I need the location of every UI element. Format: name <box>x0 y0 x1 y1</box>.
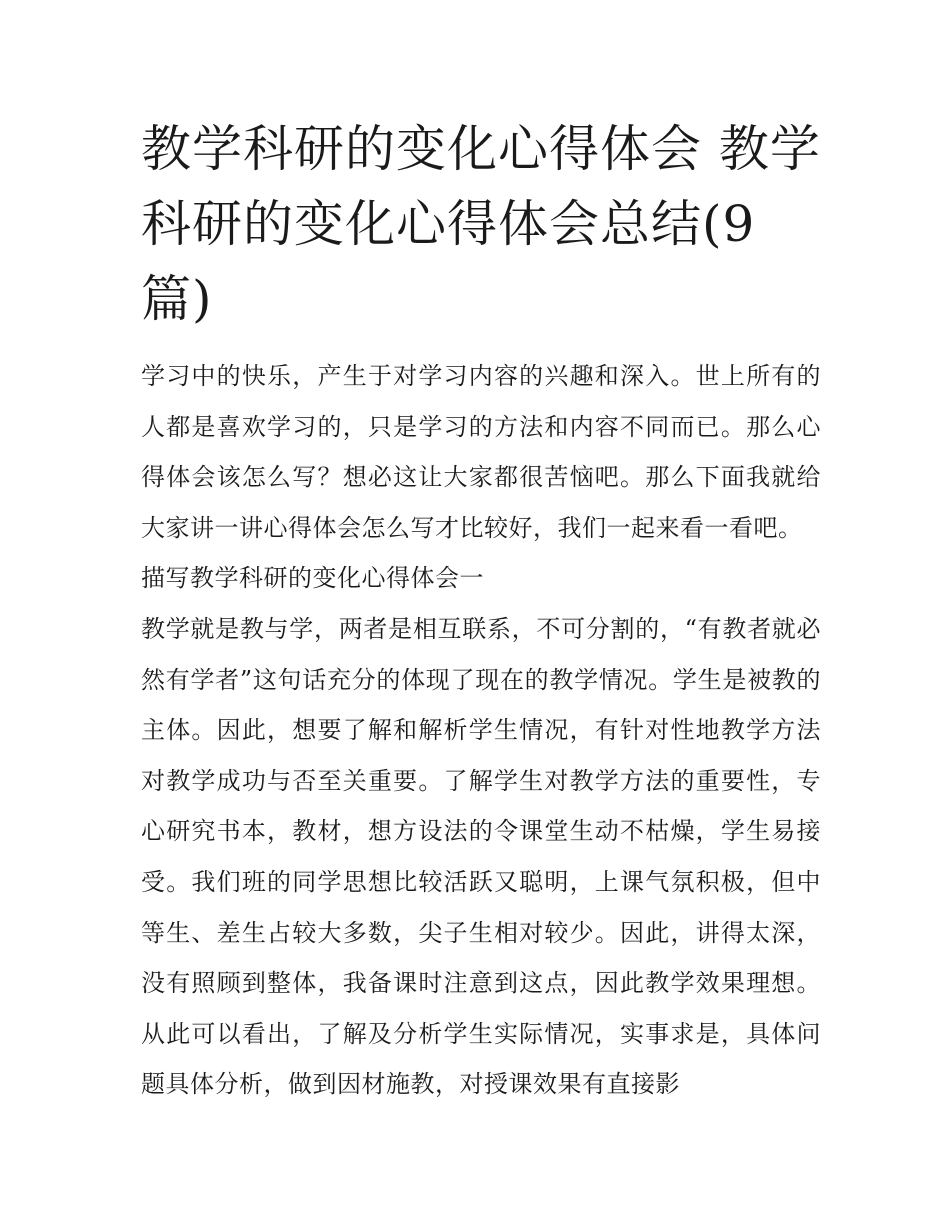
document-body <box>141 351 821 1110</box>
document-title: 教学科研的变化心得体会 教学科研的变化心得体会总结(9篇) <box>141 120 821 328</box>
intro-paragraph: 学习中的快乐，产生于对学习内容的兴趣和深入。世上所有的人都是喜欢学习的，只是学习的方法和内容不同而已。那么心得体会该怎么写？想必这让大家都很苦恼吧。那么下面我就给大家讲一讲心得体会怎么写才比较好，我们一起来看一看吧。 <box>141 362 821 542</box>
section-heading: 描写教学科研的变化心得体会一 <box>141 564 484 593</box>
body-paragraph: 教学就是教与学，两者是相互联系，不可分割的，“有教者就必然有学者”这句话充分的体现了现在的教学情况。学生是被教的主体。因此，想要了解和解析学生情况，有针对性地教学方法对教学成功与否至关重要。了解学生对教学方法的重要性，专心研究书本，教材，想方设法的令课堂生动不枯燥，学生易接受。我们班的同学思想比较活跃又聪明，上课气氛积极，但中等生、差生占较大多数，尖子生相对较少。因此，讲得太深，没有照顾到整体，我备课时注意到这点，因此教学效果理想。从此可以看出，了解及分析学生实际情况，实事求是，具体问题具体分析，做到因材施教，对授课效果有直接影 <box>141 614 821 1099</box>
document-content <box>141 112 821 1110</box>
